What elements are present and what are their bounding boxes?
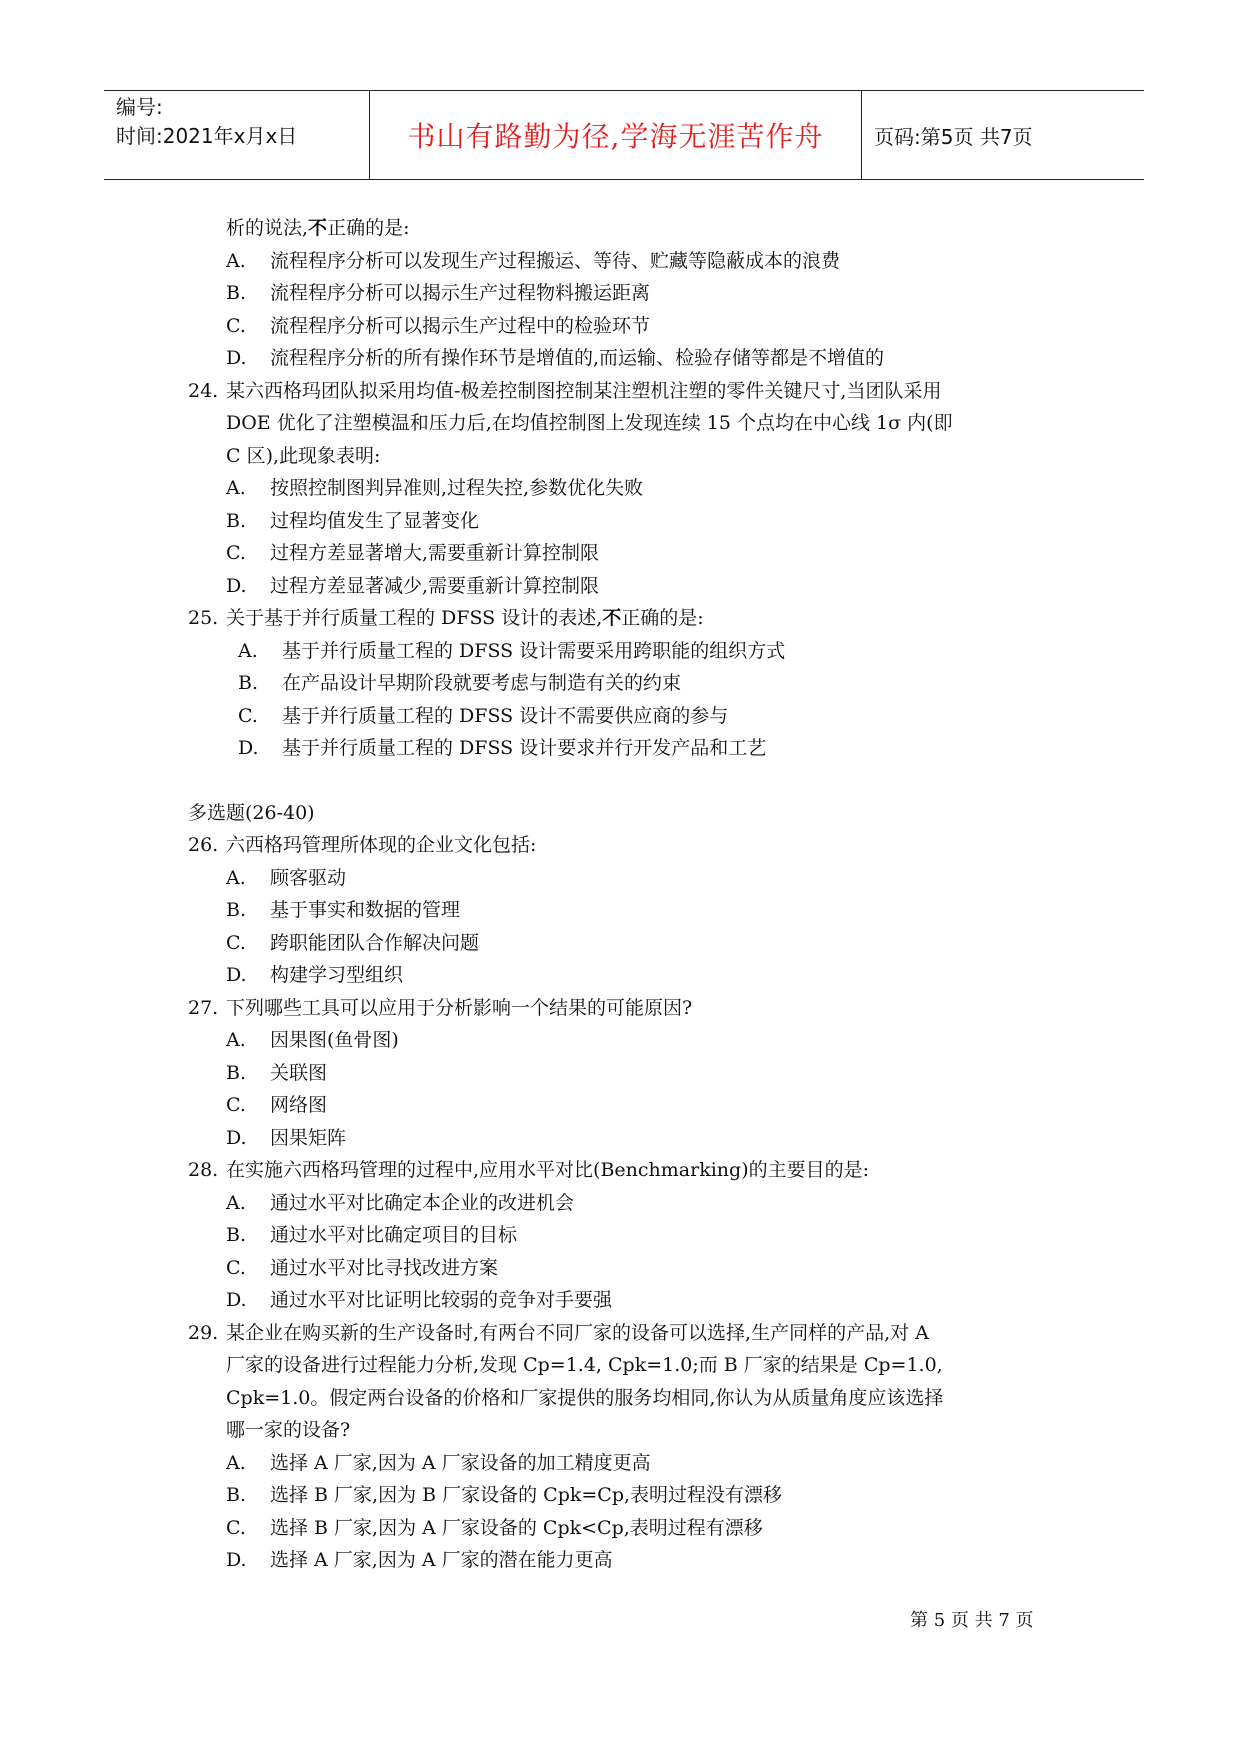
option-25-a: A. 基于并行质量工程的 DFSS 设计需要采用跨职能的组织方式	[238, 639, 786, 662]
option-27-a: A. 因果图(鱼骨图)	[226, 1029, 399, 1051]
option-29-b: B. 选择 B 厂家,因为 B 厂家设备的 Cpk=Cp,表明过程没有漂移	[226, 1484, 783, 1506]
question-23-continuation: 析的说法,不正确的是:	[226, 217, 410, 239]
section-heading-multiple-choice: 多选题(26-40)	[188, 801, 315, 824]
option-27-d: D. 因果矩阵	[226, 1126, 347, 1149]
option-24-d: D. 过程方差显著减少,需要重新计算控制限	[226, 574, 600, 597]
page-footer: 第 5 页 共 7 页	[910, 1610, 1034, 1631]
question-number: 25.	[188, 607, 219, 629]
option-29-d: D. 选择 A 厂家,因为 A 厂家的潜在能力更高	[226, 1549, 613, 1571]
option-25-c: C. 基于并行质量工程的 DFSS 设计不需要供应商的参与	[238, 704, 729, 727]
option-29-a: A. 选择 A 厂家,因为 A 厂家设备的加工精度更高	[226, 1451, 651, 1474]
option-28-b: B. 通过水平对比确定项目的目标	[226, 1224, 518, 1246]
exam-content	[188, 212, 1088, 1577]
emphasis-not: 不	[602, 607, 622, 629]
option-26-d: D. 构建学习型组织	[226, 964, 404, 986]
question-number: 28.	[188, 1159, 219, 1181]
header-meta	[104, 91, 370, 179]
page-header	[104, 90, 1144, 180]
header-motto: 书山有路勤为径,学海无涯苦作舟	[370, 91, 862, 179]
option-29-c: C. 选择 B 厂家,因为 A 厂家设备的 Cpk<Cp,表明过程有漂移	[226, 1516, 763, 1539]
question-27: 27. 下列哪些工具可以应用于分析影响一个结果的可能原因?	[188, 992, 1088, 1025]
question-number: 27.	[188, 996, 219, 1019]
date-label: 时间:2021年x月x日	[116, 124, 298, 148]
question-25: 25. 关于基于并行质量工程的 DFSS 设计的表述,不正确的是:	[188, 602, 1088, 635]
option-23-c: C. 流程程序分析可以揭示生产过程中的检验环节	[226, 314, 651, 337]
question-number: 29.	[188, 1321, 219, 1344]
option-26-c: C. 跨职能团队合作解决问题	[226, 931, 480, 954]
question-26: 26. 六西格玛管理所体现的企业文化包括:	[188, 829, 1088, 862]
option-28-c: C. 通过水平对比寻找改进方案	[226, 1256, 499, 1279]
option-25-d: D. 基于并行质量工程的 DFSS 设计要求并行开发产品和工艺	[238, 737, 767, 759]
option-25-b: B. 在产品设计早期阶段就要考虑与制造有关的约束	[238, 672, 682, 694]
question-number: 26.	[188, 834, 219, 856]
option-27-b: B. 关联图	[226, 1061, 328, 1084]
option-24-b: B. 过程均值发生了显著变化	[226, 509, 480, 532]
serial-number-label: 编号:	[116, 95, 163, 119]
option-28-a: A. 通过水平对比确定本企业的改进机会	[226, 1191, 575, 1214]
option-26-b: B. 基于事实和数据的管理	[226, 899, 461, 921]
option-23-a: A. 流程程序分析可以发现生产过程搬运、等待、贮藏等隐蔽成本的浪费	[226, 249, 841, 272]
emphasis-not: 不	[308, 217, 328, 239]
option-24-a: A. 按照控制图判异准则,过程失控,参数优化失败	[226, 477, 644, 499]
question-28: 28. 在实施六西格玛管理的过程中,应用水平对比(Benchmarking)的主要目的是:	[188, 1154, 1088, 1187]
question-29: 29. 某企业在购买新的生产设备时,有两台不同厂家的设备可以选择,生产同样的产品,对 A 厂家的设备进行过程能力分析,发现 Cp=1.4, Cpk=1.0;而 B 厂家的结果是 Cp=1.0, Cpk=1.0。假定两台设备的价格和厂家提供的服务均相同,你认为从质量角度应该选择 哪一家的设备?	[188, 1317, 1088, 1447]
option-28-d: D. 通过水平对比证明比较弱的竞争对手要强	[226, 1289, 613, 1311]
option-23-b: B. 流程程序分析可以揭示生产过程物料搬运距离	[226, 282, 651, 304]
header-page-number: 页码:第5页 共7页	[874, 124, 1033, 149]
option-27-c: C. 网络图	[226, 1094, 328, 1116]
option-23-d: D. 流程程序分析的所有操作环节是增值的,而运输、检验存储等都是不增值的	[226, 347, 885, 369]
question-number: 24.	[188, 379, 219, 402]
option-24-c: C. 过程方差显著增大,需要重新计算控制限	[226, 542, 600, 564]
option-26-a: A. 顾客驱动	[226, 866, 347, 889]
question-24: 24. 某六西格玛团队拟采用均值-极差控制图控制某注塑机注塑的零件关键尺寸,当团队采用 DOE 优化了注塑模温和压力后,在均值控制图上发现连续 15 个点均在中心线 1σ 内(即 C 区),此现象表明:	[188, 375, 1088, 473]
